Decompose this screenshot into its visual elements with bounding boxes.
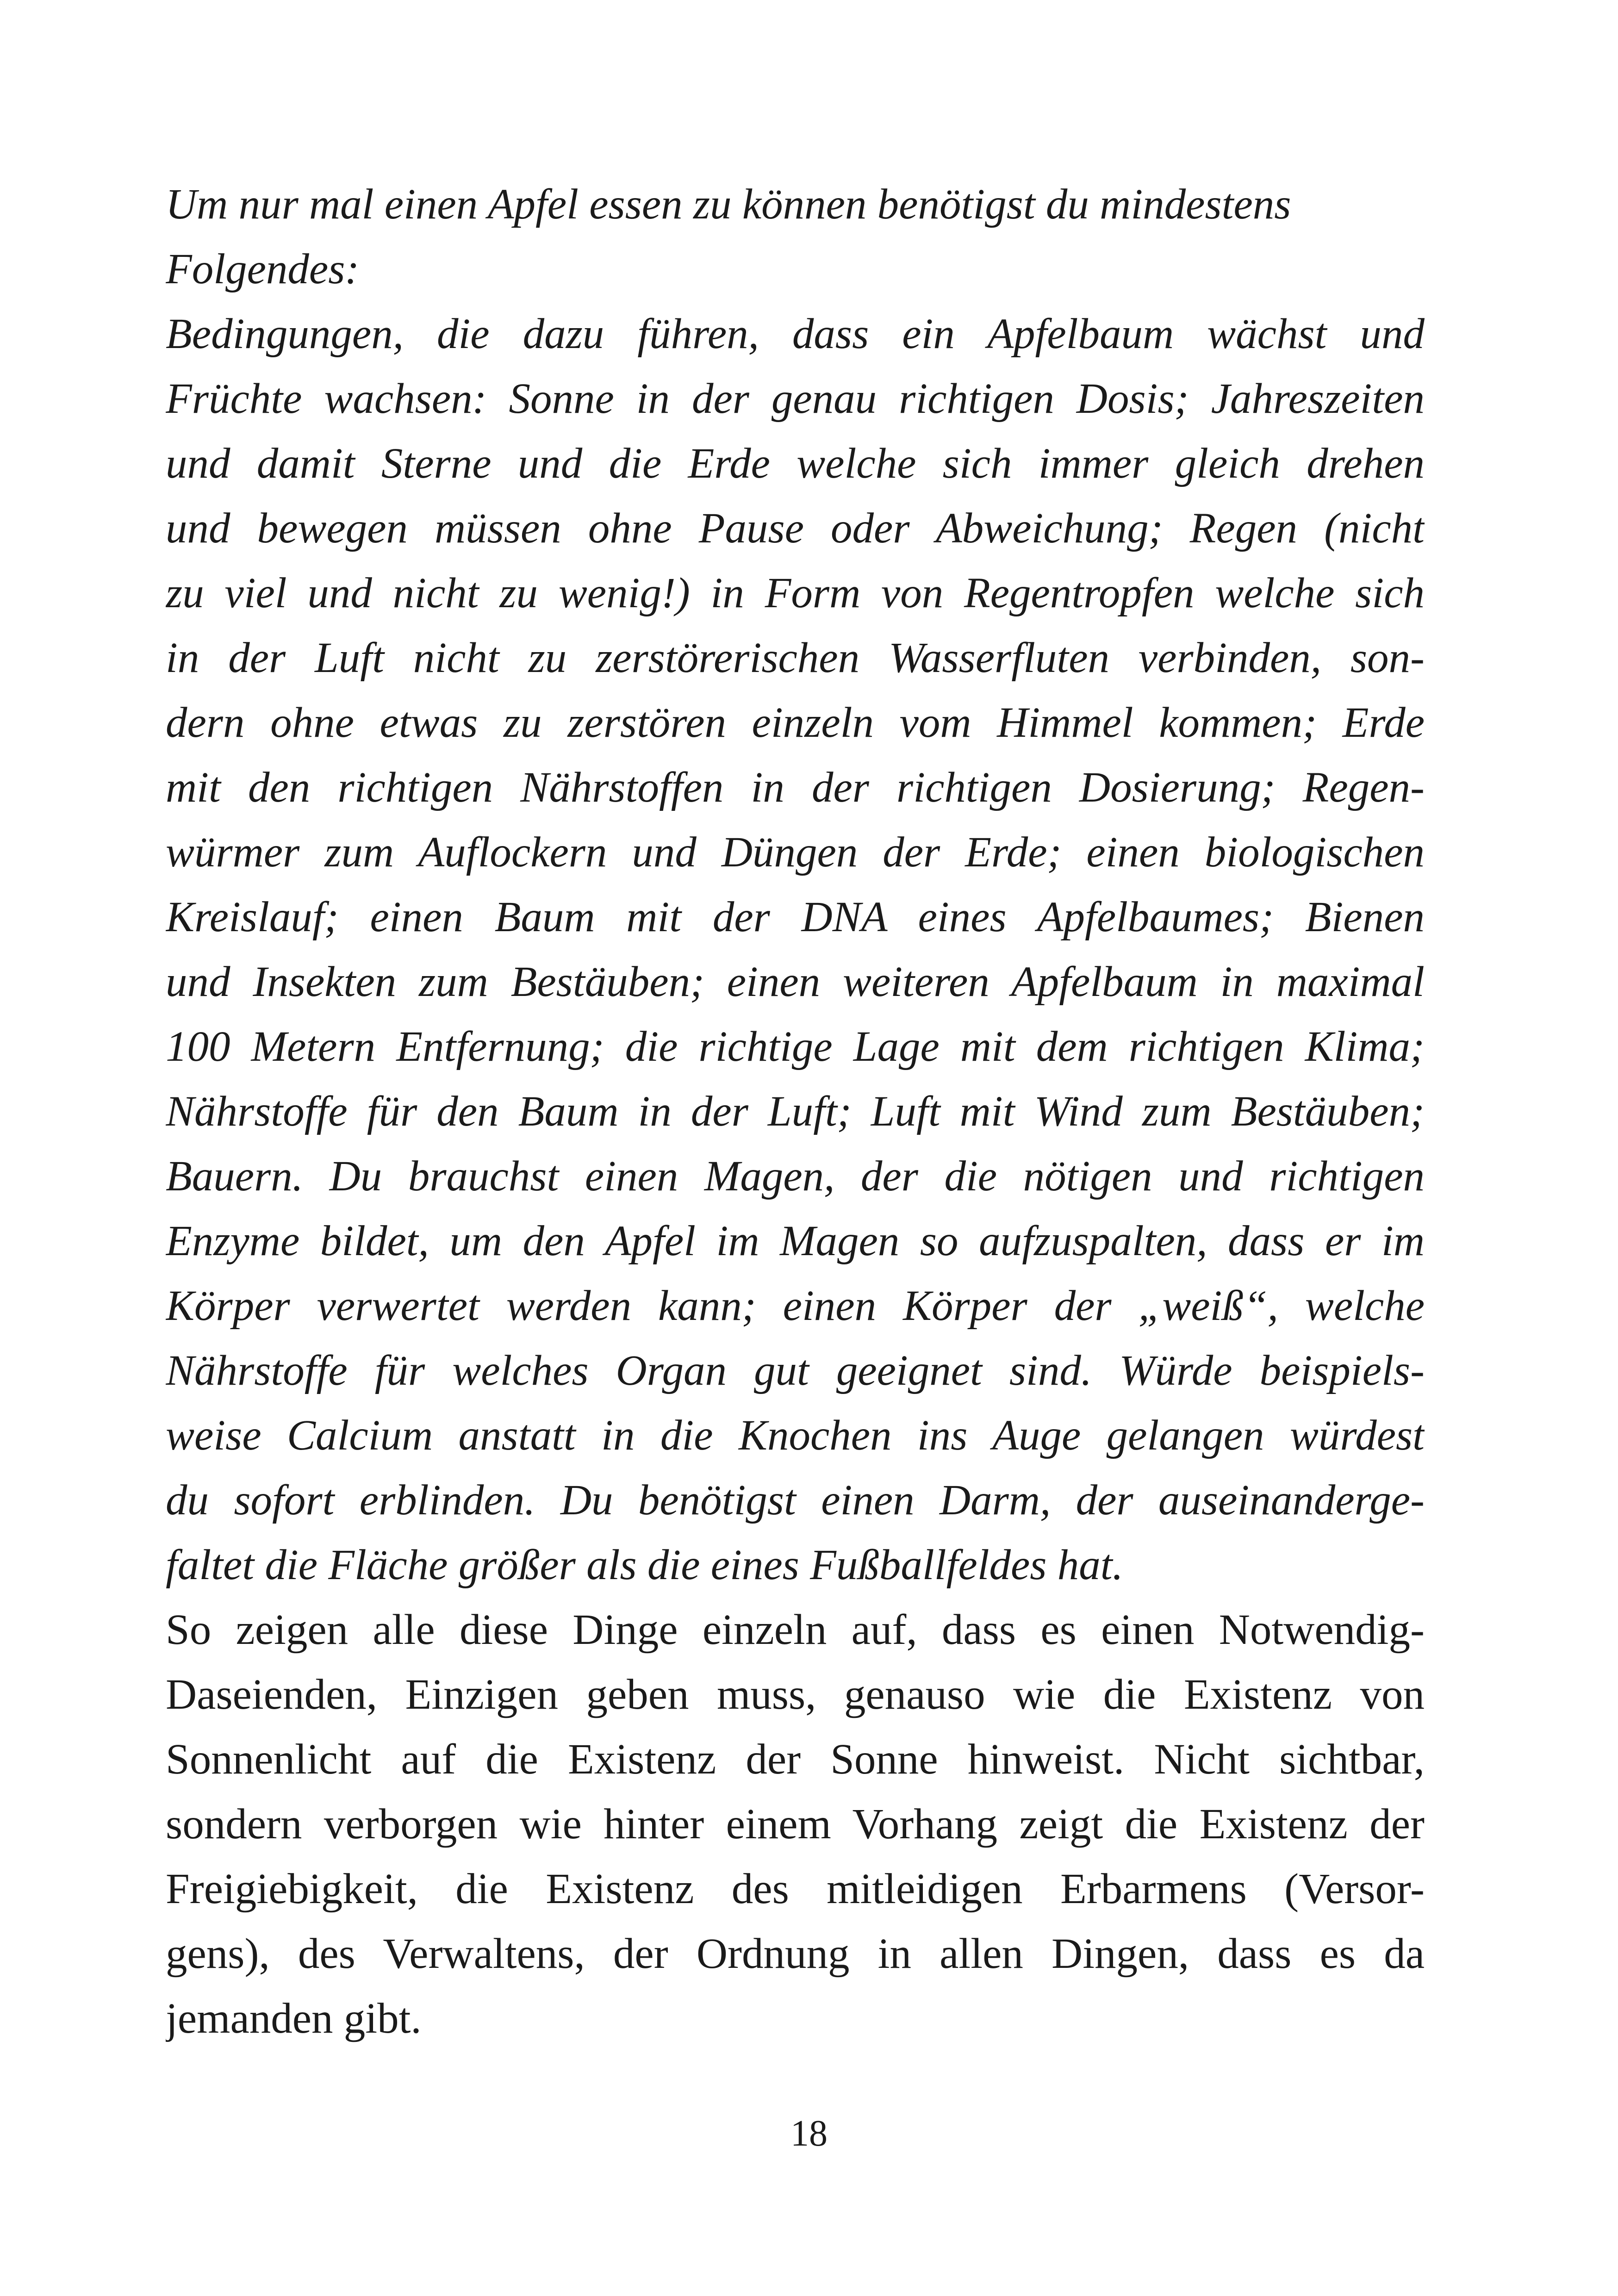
text-line: Freigiebigkeit, die Existenz des mitleidigen Erbarmens (Versor- (166, 1865, 1425, 1913)
text-line: gens), des Verwaltens, der Ordnung in allen Dingen, dass es da (166, 1930, 1425, 1978)
text-line: Früchte wachsen: Sonne in der genau richtigen Dosis; Jahreszeiten (166, 375, 1425, 423)
italic-paragraph (166, 172, 1425, 1598)
text-line: und bewegen müssen ohne Pause oder Abweichung; Regen (nicht (166, 504, 1425, 552)
text-line: und Insekten zum Bestäuben; einen weiteren Apfelbaum in maximal (166, 958, 1425, 1006)
body-text (166, 172, 1425, 2051)
text-line: Körper verwertet werden kann; einen Körper der „weiß“, welche (166, 1282, 1425, 1330)
text-line: Enzyme bildet, um den Apfel im Magen so aufzuspalten, dass er im (166, 1217, 1425, 1265)
text-line: dern ohne etwas zu zerstören einzeln vom Himmel kommen; Erde (166, 699, 1425, 747)
text-line: Nährstoffe für welches Organ gut geeignet sind. Würde beispiels- (166, 1347, 1425, 1394)
text-line: faltet die Fläche größer als die eines Fußballfeldes hat. (166, 1541, 1123, 1589)
text-line: und damit Sterne und die Erde welche sich immer gleich drehen (166, 440, 1425, 487)
text-line: Bauern. Du brauchst einen Magen, der die nötigen und richtigen (166, 1152, 1425, 1200)
text-line: sondern verborgen wie hinter einem Vorhang zeigt die Existenz der (166, 1800, 1425, 1848)
text-line: Um nur mal einen Apfel essen zu können benötigst du mindestens (166, 180, 1291, 228)
text-line: Folgendes: (166, 245, 360, 293)
text-line: Bedingungen, die dazu führen, dass ein Apfelbaum wächst und (166, 310, 1425, 358)
text-line: du sofort erblinden. Du benötigst einen Darm, der auseinanderge- (166, 1476, 1425, 1524)
text-line: in der Luft nicht zu zerstörerischen Wasserfluten verbinden, son- (166, 634, 1425, 682)
text-line: So zeigen alle diese Dinge einzeln auf, dass es einen Notwendig- (166, 1606, 1425, 1654)
regular-paragraph (166, 1598, 1425, 2051)
text-line: weise Calcium anstatt in die Knochen ins Auge gelangen würdest (166, 1412, 1425, 1459)
text-line: Nährstoffe für den Baum in der Luft; Luft mit Wind zum Bestäuben; (166, 1088, 1425, 1135)
text-line: Sonnenlicht auf die Existenz der Sonne hinweist. Nicht sichtbar, (166, 1736, 1425, 1783)
text-line: jemanden gibt. (166, 1995, 422, 2042)
text-line: Daseienden, Einzigen geben muss, genauso wie die Existenz von (166, 1671, 1425, 1718)
text-line: würmer zum Auflockern und Düngen der Erde; einen biologischen (166, 828, 1425, 876)
text-line: zu viel und nicht zu wenig!) in Form von Regentropfen welche sich (166, 569, 1425, 617)
text-line: 100 Metern Entfernung; die richtige Lage mit dem richtigen Klima; (166, 1023, 1425, 1070)
page-number: 18 (790, 2113, 828, 2154)
text-line: mit den richtigen Nährstoffen in der richtigen Dosierung; Regen- (166, 764, 1425, 811)
text-line: Kreislauf; einen Baum mit der DNA eines Apfelbaumes; Bienen (166, 893, 1425, 941)
